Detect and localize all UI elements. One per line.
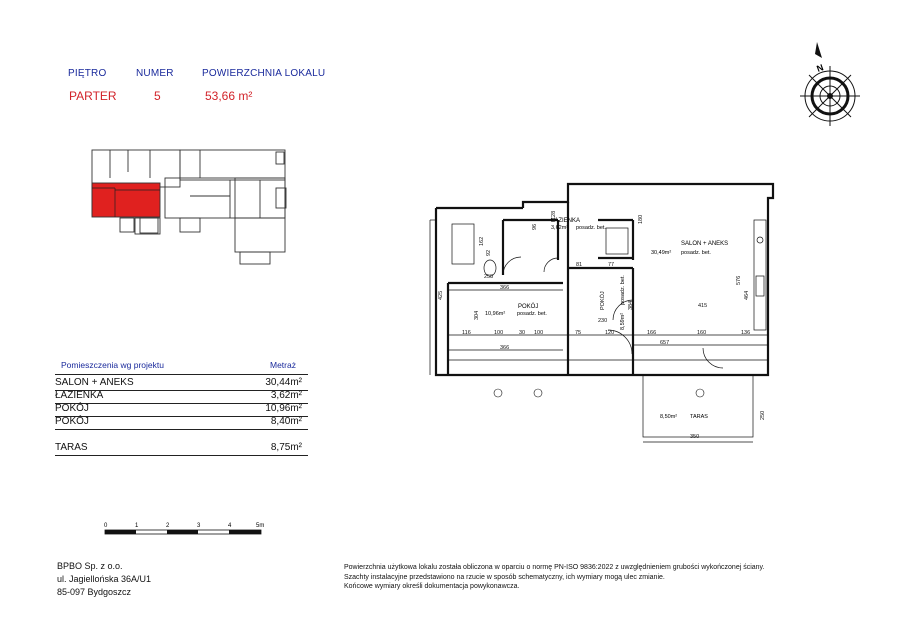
room1-area: 10,96m²	[485, 311, 506, 317]
rooms-area-header: Metraż	[270, 360, 296, 370]
living-name: SALON + ANEKS	[681, 241, 729, 247]
dim-425: 425	[438, 290, 444, 300]
floor-value: PARTER	[69, 89, 117, 103]
terrace-plan-area: 8,50m²	[660, 414, 678, 420]
room-row	[55, 416, 308, 430]
north-arrow-icon	[815, 42, 822, 58]
scale-tick-1: 1	[135, 523, 139, 529]
room2-area: 8,59m²	[620, 312, 626, 330]
header-area-label: POWIERZCHNIA LOKALU	[202, 68, 326, 79]
note-line: Końcowe wymiary określi dokumentacja powykonawcza.	[344, 583, 520, 590]
dim-116: 116	[462, 330, 471, 336]
room1-floor: posadz. bet.	[517, 311, 547, 317]
dim-250: 250	[760, 410, 766, 420]
bath-name: ŁAZIENKA	[551, 218, 581, 224]
scale-tick-3: 3	[197, 523, 201, 529]
company-city: 85-097 Bydgoszcz	[57, 587, 132, 597]
dim-162: 162	[479, 236, 485, 246]
bath-area: 3,62m²	[551, 225, 569, 231]
dim-128: 128	[551, 210, 557, 220]
dim-100b: 100	[534, 330, 544, 336]
scale-tick-4: 4	[228, 523, 232, 529]
room-row	[55, 390, 308, 404]
terrace-name: TARAS	[55, 442, 88, 453]
dim-92: 92	[486, 249, 492, 256]
room-area: 3,62m²	[270, 390, 302, 401]
dim-100a: 100	[494, 330, 504, 336]
area-value: 53,66 m²	[205, 89, 253, 103]
bath-floor: posadz. bet.	[576, 225, 606, 231]
scale-tick-0: 0	[104, 523, 108, 529]
dim-77: 77	[608, 262, 615, 268]
dim-136: 136	[741, 330, 751, 336]
dim-366-top: 366	[500, 285, 510, 291]
dim-576: 576	[736, 275, 742, 285]
company-address: ul. Jagiellońska 36A/U1	[57, 574, 152, 584]
scale-tick-2: 2	[166, 523, 170, 529]
scale-bar	[95, 518, 275, 540]
rooms-title: Pomieszczenia wg projektu	[61, 360, 164, 370]
room-area: 10,96m²	[265, 403, 302, 414]
dim-230: 230	[598, 318, 608, 324]
room1-name: POKÓJ	[518, 304, 539, 310]
key-plan	[80, 140, 300, 270]
company-name: BPBO Sp. z o.o.	[57, 561, 123, 571]
room-name: SALON + ANEKS	[55, 377, 134, 388]
room-area: 30,44m²	[265, 377, 302, 388]
room-name: ŁAZIENKA	[55, 390, 104, 401]
room-name: POKÓJ	[55, 403, 89, 414]
dim-160: 160	[697, 330, 707, 336]
living-area: 30,49m²	[651, 250, 672, 256]
dim-366-bottom: 366	[500, 345, 510, 351]
dim-350: 350	[690, 434, 700, 440]
room-row	[55, 403, 308, 417]
dim-415: 415	[698, 303, 708, 309]
dim-166: 166	[647, 330, 657, 336]
dim-464: 464	[744, 290, 750, 300]
living-floor: posadz. bet.	[681, 250, 711, 256]
note-line: Szachty instalacyjne przedstawiono na rzucie w sposób schematyczny, ich wymiary mogą ulec zmianie.	[344, 573, 665, 581]
room-name: POKÓJ	[55, 416, 89, 427]
scale-tick-5: 5m	[256, 523, 265, 529]
room2-name: POKÓJ	[600, 291, 606, 310]
room-area: 8,40m²	[270, 416, 302, 427]
dim-30: 30	[519, 330, 526, 336]
terrace-area: 8,75m²	[270, 442, 302, 453]
terrace-plan-name: TARAS	[690, 414, 708, 420]
svg-text:N: N	[815, 62, 825, 74]
dim-81: 81	[576, 262, 583, 268]
dim-657: 657	[660, 340, 670, 346]
header-number-label: NUMER	[136, 68, 174, 79]
dim-96: 96	[532, 223, 538, 230]
compass-rose	[795, 38, 865, 133]
notes-block	[344, 563, 814, 592]
floor-plan	[428, 180, 788, 455]
dim-75: 75	[575, 330, 582, 336]
dim-120: 120	[605, 330, 615, 336]
dim-180: 180	[638, 214, 644, 224]
note-line: Powierzchnia użytkowa lokalu została obliczona w oparciu o normę PN-ISO 9836:2022 z uwzględnieniem grubości wykończonej ściany.	[344, 564, 765, 571]
terrace-row	[55, 442, 308, 456]
header-floor-label: PIĘTRO	[68, 68, 107, 79]
room-row	[55, 377, 308, 391]
rooms-divider	[55, 374, 308, 375]
room2-floor: posadz. bet.	[620, 275, 626, 305]
company-block	[57, 560, 151, 599]
number-value: 5	[154, 89, 161, 103]
dim-258: 258	[484, 274, 494, 280]
dim-304: 304	[474, 310, 480, 320]
dim-384: 384	[628, 300, 634, 310]
